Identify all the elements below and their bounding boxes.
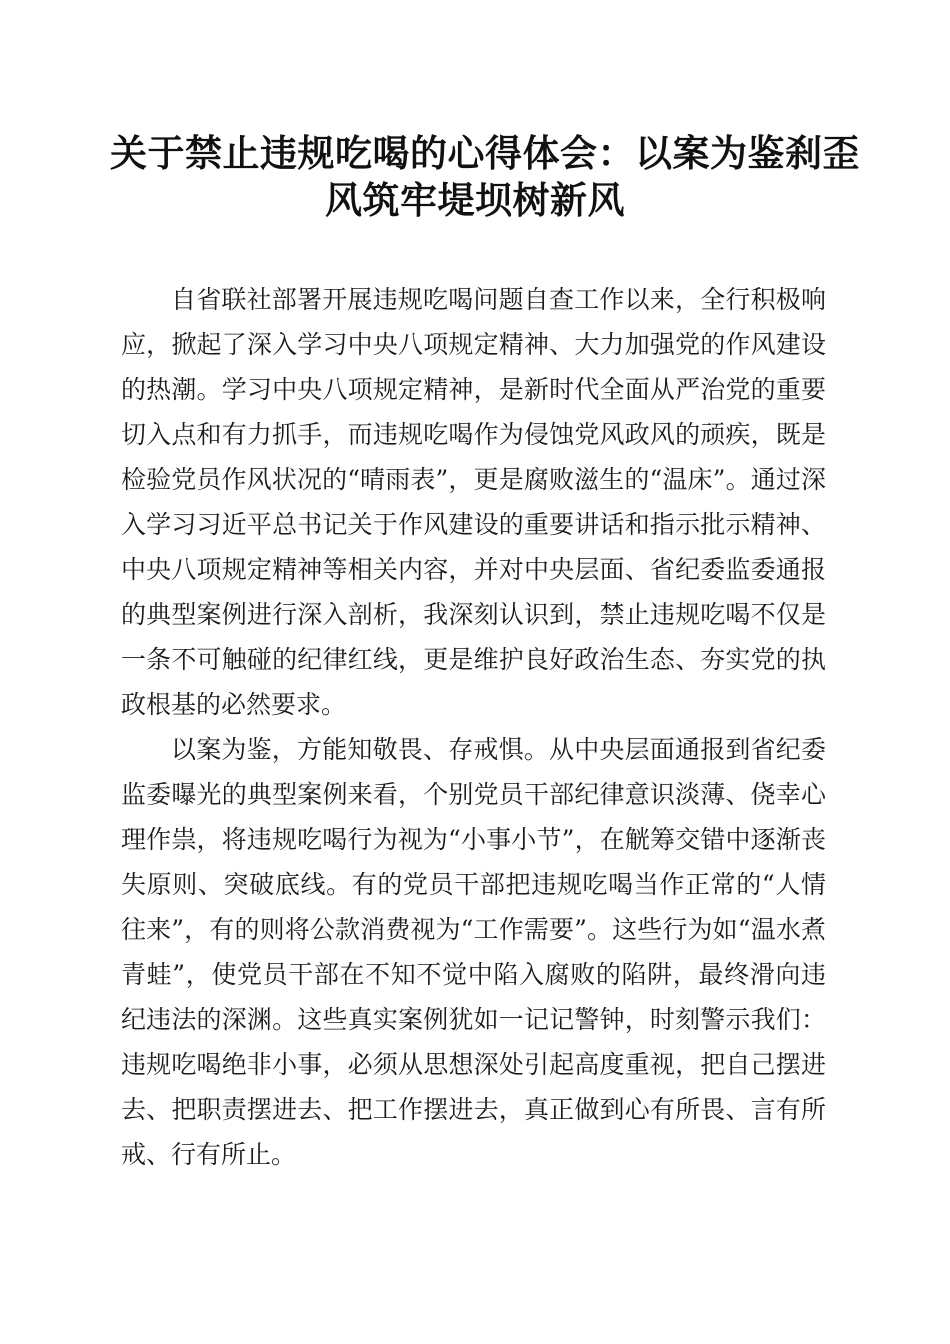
paragraph-2: 以案为鉴，方能知敬畏、存戒惧。从中央层面通报到省纪委监委曝光的典型案例来看，个别党员干部纪律意识淡薄、侥幸心理作祟，将违规吃喝行为视为“小事小节”，在觥筹交错中逐渐丧失原则、突破底线。有的党员干部把违规吃喝当作正常的“人情往来”，有的则将公款消费视为“工作需要”。这些行为如“温水煮青蛙”，使党员干部在不知不觉中陷入腐败的陷阱，最终滑向违纪违法的深渊。这些真实案例犹如一记记警钟，时刻警示我们：违规吃喝绝非小事，必须从思想深处引起高度重视，把自己摆进去、把职责摆进去、把工作摆进去，真正做到心有所畏、言有所戒、行有所止。 (121, 735, 826, 1169)
document-title-line-2: 风筑牢堤坝树新风 (325, 178, 625, 222)
document-title (110, 130, 860, 224)
document-body (121, 277, 826, 1177)
document-title-line-1: 关于禁止违规吃喝的心得体会：以案为鉴刹歪 (110, 131, 860, 175)
paragraph-1: 自省联社部署开展违规吃喝问题自查工作以来，全行积极响应，掀起了深入学习中央八项规定精神、大力加强党的作风建设的热潮。学习中央八项规定精神，是新时代全面从严治党的重要切入点和有力抓手，而违规吃喝作为侵蚀党风政风的顽疾，既是检验党员作风状况的“晴雨表”，更是腐败滋生的“温床”。通过深入学习习近平总书记关于作风建设的重要讲话和指示批示精神、中央八项规定精神等相关内容，并对中央层面、省纪委监委通报的典型案例进行深入剖析，我深刻认识到，禁止违规吃喝不仅是一条不可触碰的纪律红线，更是维护良好政治生态、夯实党的执政根基的必然要求。 (121, 285, 826, 719)
